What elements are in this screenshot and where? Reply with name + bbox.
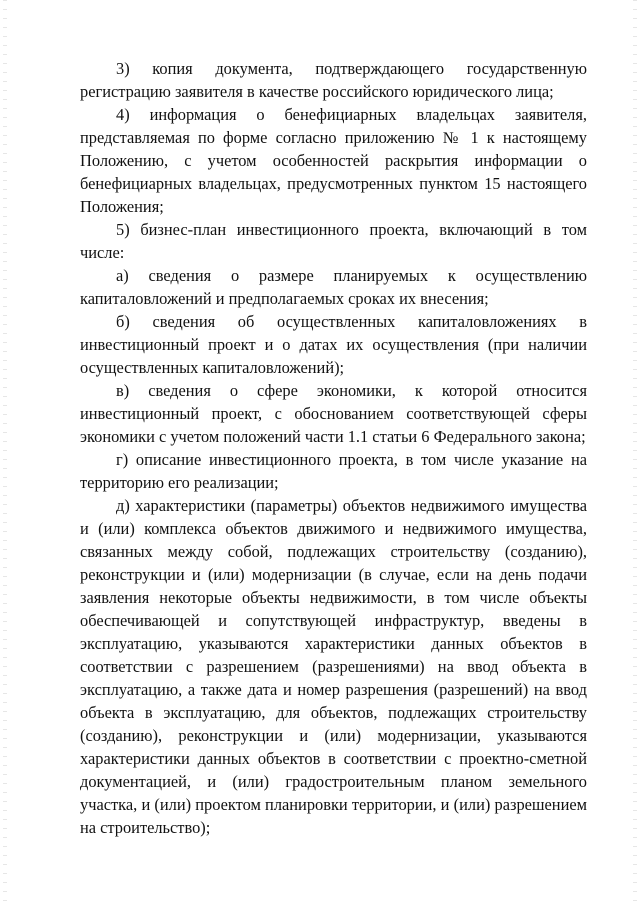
right-edge-scan-marks [633,0,637,905]
paragraph-subitem-v: в) сведения о сфере экономики, к которой относится инвестиционный проект, с обоснованием соответствующей сферы экономики с учетом положений части 1.1 статьи 6 Федерального закона; [80,381,587,446]
left-edge-scan-marks [3,0,7,905]
paragraph-subitem-d: д) характеристики (параметры) объектов недвижимого имущества и (или) комплекса объектов движимого и недвижимого имущества, связанных между собой, подлежащих строительству (созданию), реконструкции и (или) модернизации (в случае, если на день подачи заявления некоторые объекты недвижимости, в том числе объекты обеспечивающей и сопутствующей инфраструктур, введены в эксплуатацию, указываются характеристики данных объектов в соответствии с разрешением (разрешениями) на ввод объекта в эксплуатацию, а также дата и номер разрешения (разрешений) на ввод объекта в эксплуатацию, для объектов, подлежащих строительству (созданию), реконструкции и (или) модернизации, указываются характеристики данных объектов в соответствии с проектно-сметной документацией, и (или) градостроительным планом земельного участка, и (или) проектом планировки территории, и (или) разрешением на строительство); [80,496,587,837]
document-body [80,57,587,839]
paragraph-subitem-b: б) сведения об осуществленных капиталовложениях в инвестиционный проект и о датах их осуществления (при наличии осуществленных капиталовложений); [80,312,587,377]
paragraph-item-4: 4) информация о бенефициарных владельцах заявителя, представляемая по форме согласно приложению № 1 к настоящему Положению, с учетом особенностей раскрытия информации о бенефициарных владельцах, предусмотренных пунктом 15 настоящего Положения; [80,105,587,216]
paragraph-subitem-a: а) сведения о размере планируемых к осуществлению капиталовложений и предполагаемых сроках их внесения; [80,266,587,308]
paragraph-item-5: 5) бизнес-план инвестиционного проекта, включающий в том числе: [80,220,587,262]
paragraph-subitem-g: г) описание инвестиционного проекта, в том числе указание на территорию его реализации; [80,450,587,492]
paragraph-item-3: 3) копия документа, подтверждающего государственную регистрацию заявителя в качестве российского юридического лица; [80,59,587,101]
